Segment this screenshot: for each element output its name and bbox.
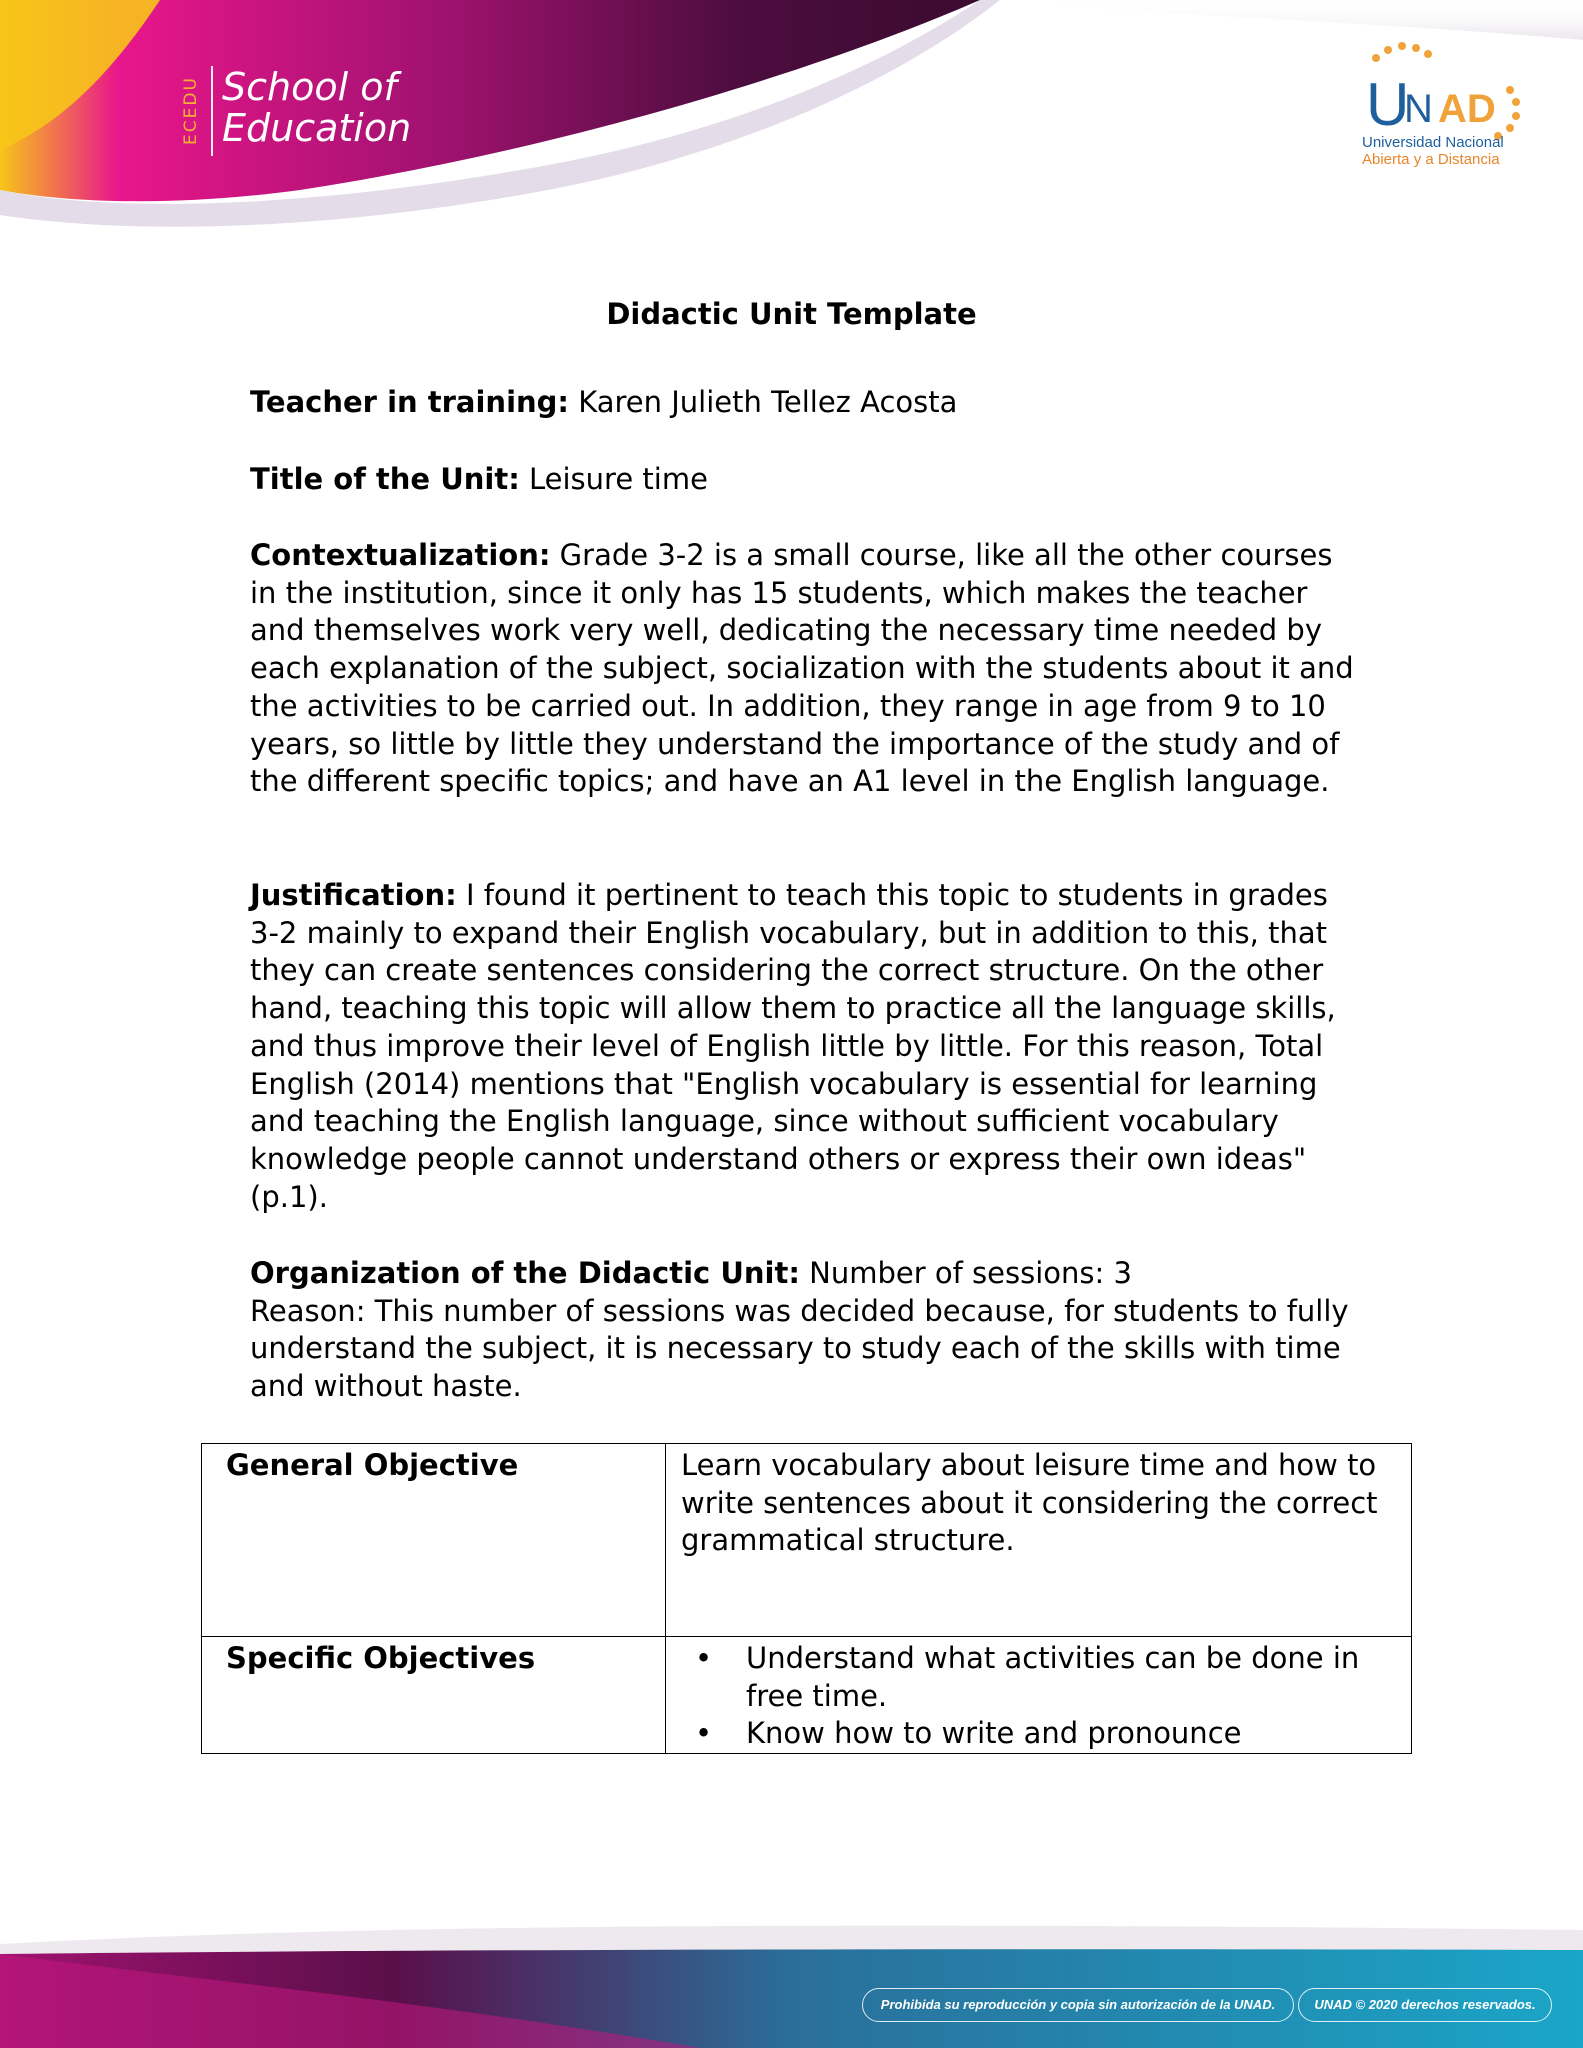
svg-text:N: N	[1404, 87, 1433, 131]
specific-objectives-label: Specific Objectives	[202, 1637, 666, 1754]
general-objective-label: General Objective	[202, 1444, 666, 1637]
school-name-line1: School of	[222, 65, 397, 109]
school-name-line2: Education	[222, 106, 412, 150]
contextualization-label: Contextualization:	[250, 538, 551, 572]
footer-copyright: UNAD © 2020 derechos reservados.	[1298, 1988, 1552, 2022]
contextualization-paragraph	[250, 537, 1360, 801]
logo-divider	[211, 66, 213, 156]
unit-title-label: Title of the Unit:	[250, 462, 520, 496]
footer-notice: Prohibida su reproducción y copia sin autorización de la UNAD.	[862, 1988, 1294, 2022]
svg-text:AD: AD	[1438, 87, 1496, 131]
specific-objectives-list	[666, 1640, 1401, 1753]
list-item: • Know how to write and pronounce	[666, 1715, 1401, 1753]
justification-paragraph	[250, 877, 1360, 1216]
organization-label: Organization of the Didactic Unit:	[250, 1256, 800, 1290]
document-title: Didactic Unit Template	[606, 297, 977, 331]
unad-subtitle-2: Abierta y a Distancia	[1362, 151, 1500, 168]
organization-value: Number of sessions: 3	[799, 1256, 1132, 1290]
footer-banner	[0, 1920, 1583, 2048]
list-item: • Understand what activities can be done in free time.	[666, 1640, 1401, 1715]
table-row	[202, 1637, 1412, 1754]
ecedu-vertical-label: ECEDU	[181, 76, 201, 146]
reason-text: Reason: This number of sessions was decided because, for students to fully understand the subject, it is necessary to study each of the skills with time and without haste.	[250, 1293, 1349, 1404]
unad-subtitle-1: Universidad Nacional	[1362, 134, 1504, 151]
svg-text:U: U	[1366, 71, 1410, 138]
organization-paragraph	[250, 1255, 1365, 1406]
table-row	[202, 1444, 1412, 1637]
general-objective-value: Learn vocabulary about leisure time and how to write sentences about it considering the correct grammatical structure.	[666, 1444, 1412, 1637]
teacher-value: Karen Julieth Tellez Acosta	[569, 385, 958, 419]
justification-text: I found it pertinent to teach this topic to students in grades 3-2 mainly to expand their English vocabulary, but in addition to this, that they can create sentences considering the correct structure. On the other hand, teaching this topic will allow them to practice all the language skills, and thus improve their level of English little by little. For this reason, Total English (2014) mentions that "English vocabulary is essential for learning and teaching the English language, since without sufficient vocabulary knowledge people cannot understand others or express their own ideas" (p.1).	[250, 878, 1336, 1214]
objectives-table	[201, 1443, 1412, 1754]
unit-title-line	[250, 461, 1370, 499]
teacher-line	[250, 384, 1370, 422]
unit-title-value: Leisure time	[519, 462, 708, 496]
justification-label: Justification:	[250, 878, 457, 912]
teacher-label: Teacher in training:	[250, 385, 570, 419]
specific-objectives-cell	[666, 1637, 1412, 1754]
contextualization-text: Grade 3-2 is a small course, like all the other courses in the institution, since it only has 15 students, which makes the teacher and themselves work very well, dedicating the necessary time needed by each explanation of the subject, socialization with the students about it and the activities to be carried out. In addition, they range in age from 9 to 10 years, so little by little they understand the importance of the study and of the different specific topics; and have an A1 level in the English language.	[250, 538, 1354, 799]
